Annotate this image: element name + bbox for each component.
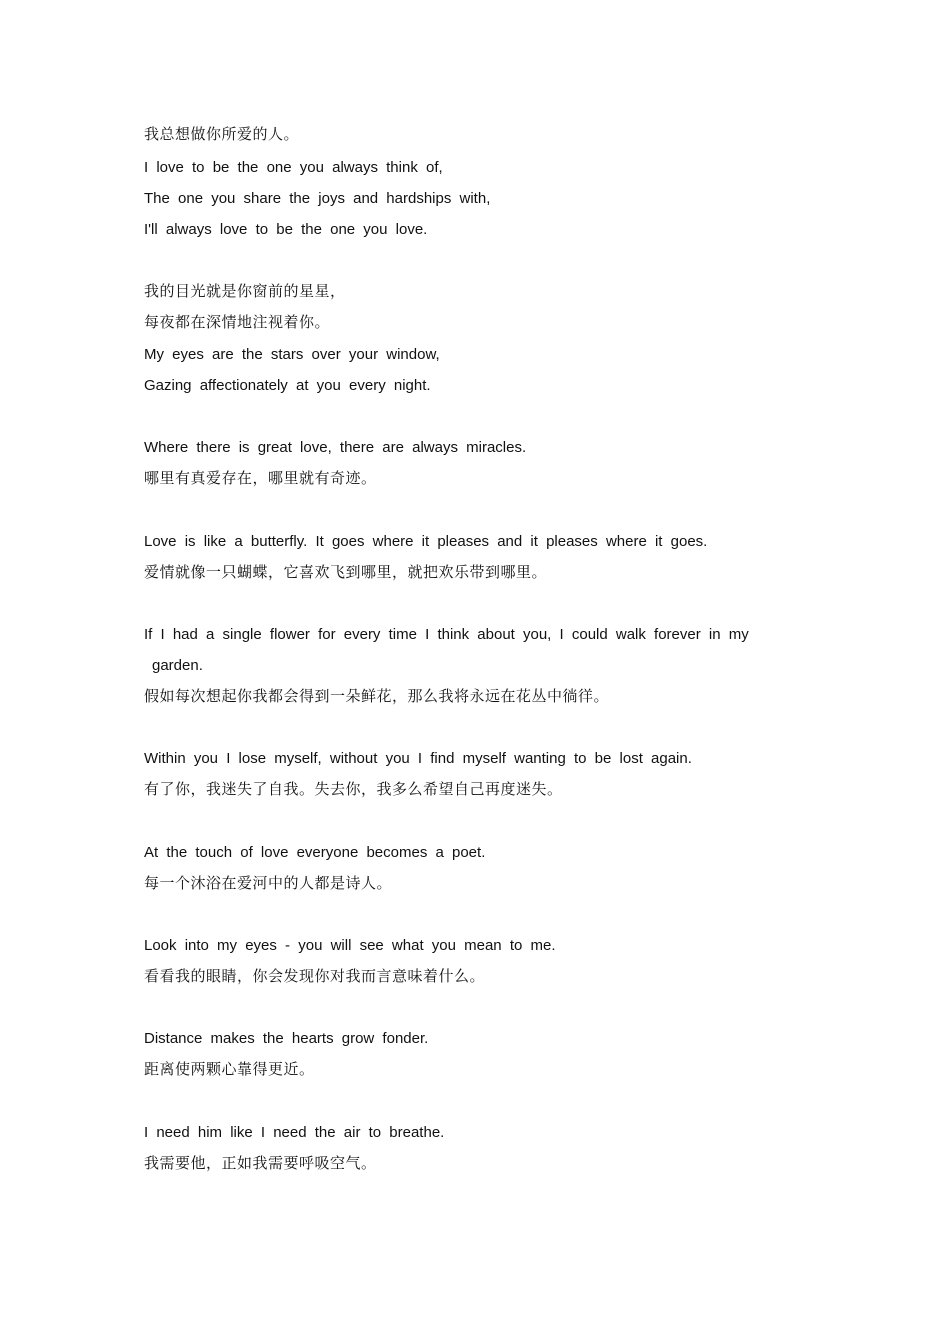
poem-line-en: The one you share the joys and hardships with,	[144, 190, 491, 207]
quote-line-zh: 有了你，我迷失了自我。失去你，我多么希望自己再度迷失。	[144, 780, 563, 798]
poem-line-zh: 我的目光就是你窗前的星星，	[144, 282, 346, 300]
quote-line-zh: 看看我的眼睛，你会发现你对我而言意味着什么。	[144, 967, 486, 985]
poem-line-zh: 我总想做你所爱的人。	[144, 125, 300, 143]
poem-line-zh: 每夜都在深情地注视着你。	[144, 313, 331, 331]
quote-line-en: At the touch of love everyone becomes a poet.	[144, 844, 486, 861]
quote-line-zh: 每一个沐浴在爱河中的人都是诗人。	[144, 874, 393, 892]
quote-line-zh: 距离使两颗心靠得更近。	[144, 1060, 315, 1078]
quote-line-zh: 假如每次想起你我都会得到一朵鲜花，那么我将永远在花丛中徜徉。	[144, 687, 610, 705]
quote-line-en: I need him like I need the air to breathe.	[144, 1124, 445, 1141]
poem-line-en: My eyes are the stars over your window,	[144, 346, 440, 363]
quote-line-en: Within you I lose myself, without you I find myself wanting to be lost again.	[144, 750, 692, 767]
poem-line-en: I love to be the one you always think of,	[144, 159, 443, 176]
quote-line-en: Love is like a butterfly. It goes where it pleases and it pleases where it goes.	[144, 533, 708, 550]
quote-line-en: Where there is great love, there are always miracles.	[144, 439, 527, 456]
quote-line-en: Look into my eyes - you will see what you mean to me.	[144, 937, 556, 954]
quote-line-zh: 哪里有真爱存在，哪里就有奇迹。	[144, 469, 377, 487]
poem-line-en: I'll always love to be the one you love.	[144, 221, 428, 238]
quote-line-en: Distance makes the hearts grow fonder.	[144, 1030, 429, 1047]
quote-line-en-continued: garden.	[152, 657, 203, 674]
quote-line-zh: 爱情就像一只蝴蝶，它喜欢飞到哪里，就把欢乐带到哪里。	[144, 563, 548, 581]
quote-line-en: If I had a single flower for every time I think about you, I could walk forever in my	[144, 626, 749, 643]
quote-line-zh: 我需要他，正如我需要呼吸空气。	[144, 1154, 377, 1172]
poem-line-en: Gazing affectionately at you every night.	[144, 377, 431, 394]
